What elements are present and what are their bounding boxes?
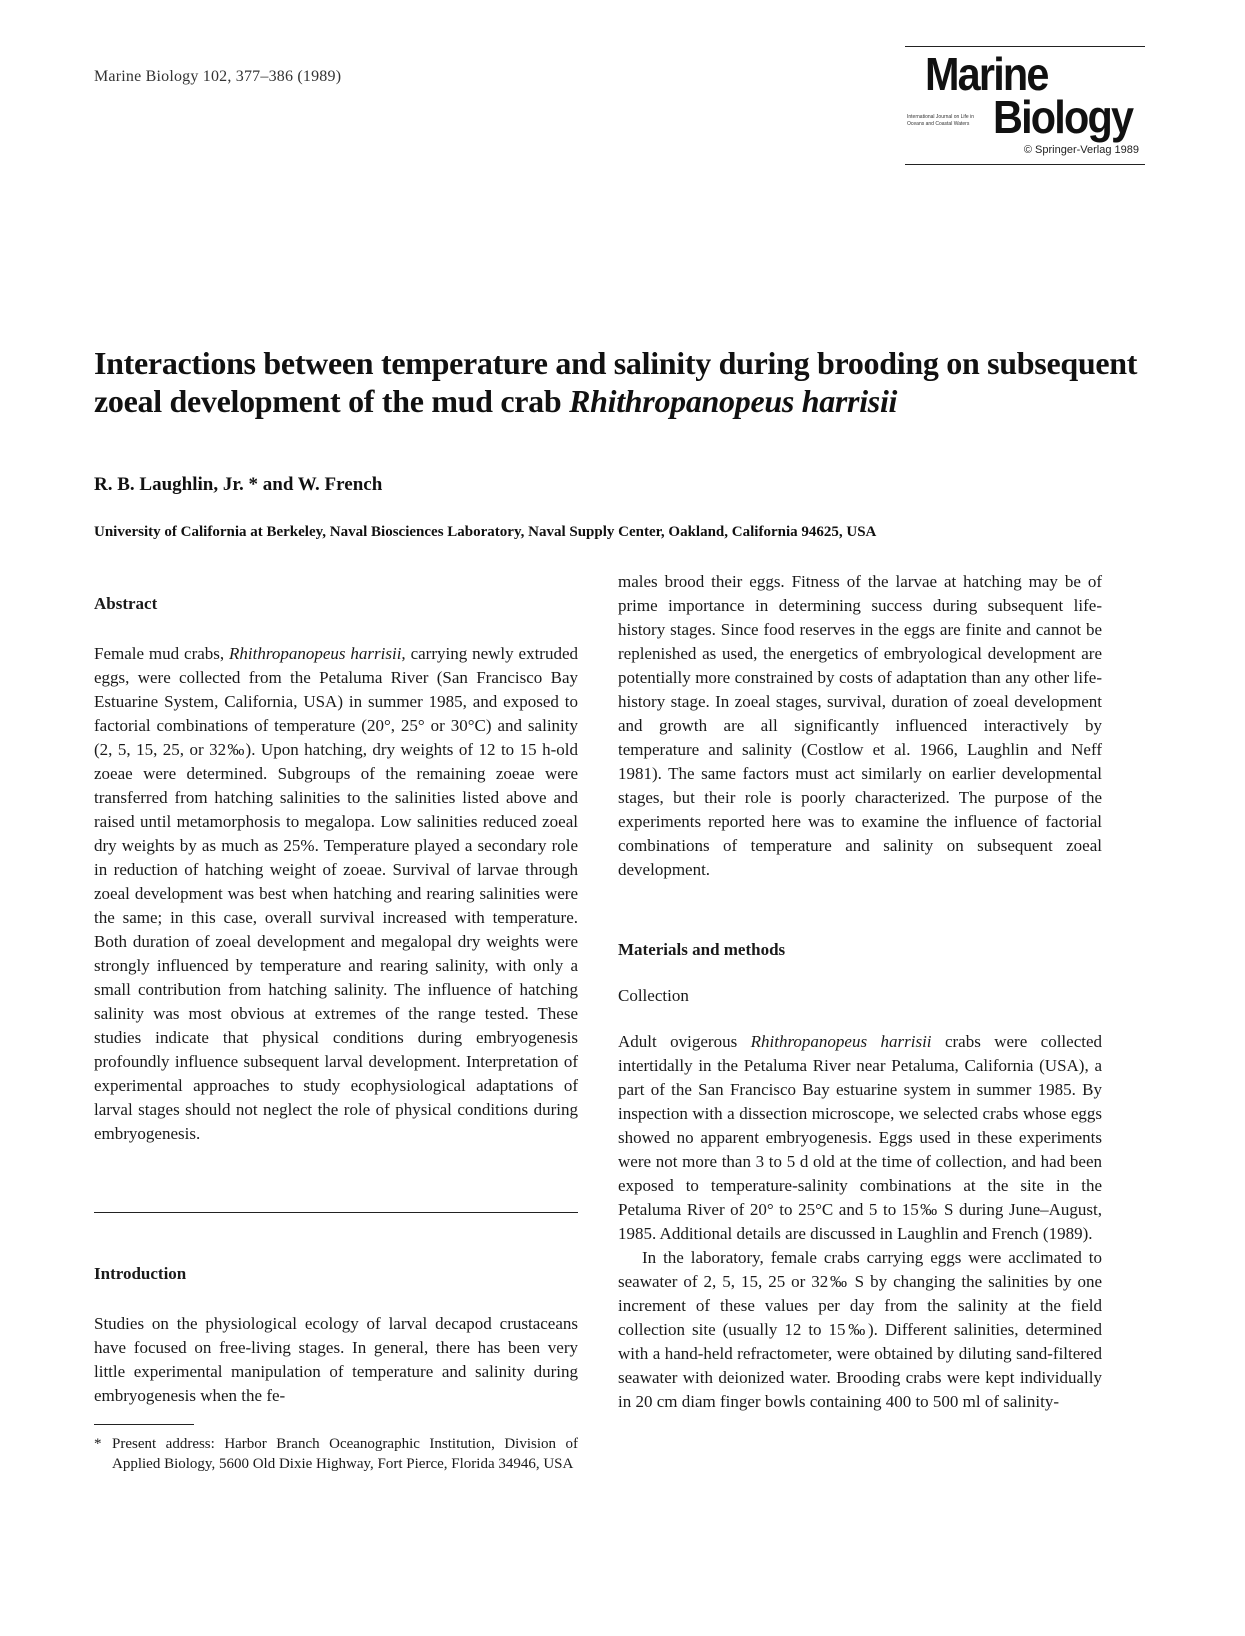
right-column xyxy=(618,570,1102,1414)
title-text: Interactions between temperature and salinity during brooding on subsequent zoeal development of the mud crab xyxy=(94,345,1138,419)
introduction-body: Studies on the physiological ecology of larval decapod crustaceans have focused on free-living stages. In general, there has been very little experimental manipulation of temperature and salinity during embryogenesis when the fe- xyxy=(94,1314,578,1405)
abstract-text: carrying newly extruded eggs, were collected from the Petaluma River (San Francisco Bay Estuarine System, California, USA) in summer 1985, and exposed to factorial combinations of temperature (20°, 25° or 30°C) and salinity (2, 5, 15, 25, or 32‰). Upon hatching, dry weights of 12 to 15 h-old zoeae were determined. Subgroups of the remaining zoeae were transferred from hatching salinities to the salinities listed above and raised until metamorphosis to megalopa. Low salinities reduced zoeal dry weights by as much as 25%. Temperature played a secondary role in reduction of hatching weight of zoeae. Survival of larvae through zoeal development was best when hatching and rearing salinities were the same; in this case, overall survival increased with temperature. Both duration of zoeal development and megalopal dry weights were strongly influenced by temperature and rearing salinity, with only a small contribution from hatching salinity. The influence of hatching salinity was most obvious at extremes of the range tested. These studies indicate that physical conditions during embryogenesis profoundly influence subsequent larval development. Interpretation of experimental approaches to study ecophysiological adaptations of larval stages should not neglect the role of physical conditions during embryogenesis. xyxy=(94,644,579,1143)
abstract-species: Rhithropanopeus harrisii, xyxy=(229,644,406,663)
introduction-continued: males brood their eggs. Fitness of the larvae at hatching may be of prime importance in determining success during subsequent life-history stages. Since food reserves in the eggs are finite and cannot be replenished as used, the energetics of embryological development are potentially more constrained by costs of adaptation than any other life-history stage. In zoeal stages, survival, duration of zoeal development and growth are all significantly influenced interactively by temperature and salinity (Costlow et al. 1966, Laughlin and Neff 1981). The same factors must act similarly on earlier developmental stages, but their role is poorly characterized. The purpose of the experiments reported here was to examine the influence of factorial combinations of temperature and salinity on subsequent zoeal development. xyxy=(618,572,1102,879)
logo-journal-subtitle: International Journal on Life in Oceans and Coastal Waters xyxy=(907,114,974,127)
affiliation: University of California at Berkeley, Naval Biosciences Laboratory, Naval Supply Center, Oakland, California 94625, USA xyxy=(94,524,877,540)
logo-bottom-rule xyxy=(905,164,1145,165)
introduction-heading: Introduction xyxy=(94,1264,187,1283)
abstract-divider xyxy=(94,1212,578,1213)
introduction-section xyxy=(94,1262,578,1408)
article-title xyxy=(94,344,1174,420)
methods-heading: Materials and methods xyxy=(618,940,786,959)
collection-body xyxy=(618,1030,1102,1246)
laboratory-paragraph: In the laboratory, female crabs carrying eggs were acclimated to seawater of 2, 5, 15, 25 or 32‰ S by changing the salinities by one increment of these values per day from the salinity at the field collection site (usually 12 to 15‰). Different salinities, determined with a hand-held refractometer, were obtained by diluting sand-filtered seawater with deionized water. Brooding crabs were kept individually in 20 cm diam finger bowls containing 400 to 500 ml of salinity- xyxy=(618,1248,1102,1411)
collection-species: Rhithropanopeus harrisii xyxy=(750,1032,932,1051)
footnote-rule xyxy=(94,1424,194,1425)
collection-text: crabs were collected intertidally in the Petaluma River near Petaluma, California (USA), a part of the San Francisco Bay estuarine system in summer 1985. By inspection with a dissection microscope, we selected crabs whose eggs showed no apparent embryogenesis. Eggs used in these experiments were not more than 3 to 5 d old at the time of collection, and had been exposed to temperature-salinity combinations at the site in the Petaluma River of 20° to 25°C and 5 to 15‰ S during June–August, 1985. Additional details are discussed in Laughlin and French (1989). xyxy=(618,1032,1103,1243)
footnote-text: Present address: Harbor Branch Oceanographic Institution, Division of Applied Biology, 5600 Old Dixie Highway, Fort Pierce, Florida 34946, USA xyxy=(112,1436,578,1472)
abstract-body xyxy=(94,642,578,1146)
abstract-section xyxy=(94,592,578,1146)
logo-marine: Marine xyxy=(925,48,1048,100)
abstract-lead: Female mud crabs, xyxy=(94,644,225,663)
journal-citation: Marine Biology 102, 377–386 (1989) xyxy=(94,68,342,85)
authors: R. B. Laughlin, Jr. * and W. French xyxy=(94,474,383,495)
footnote-mark: * xyxy=(94,1436,102,1452)
title-species: Rhithropanopeus harrisii xyxy=(569,383,898,419)
logo-biology: Biology xyxy=(993,91,1133,143)
footnote xyxy=(94,1434,578,1474)
collection-heading: Collection xyxy=(618,986,689,1005)
collection-lead: Adult ovigerous xyxy=(618,1032,738,1051)
abstract-heading: Abstract xyxy=(94,594,158,613)
logo-top-rule xyxy=(905,46,1145,47)
journal-logo xyxy=(905,48,1145,172)
logo-copyright: © Springer-Verlag 1989 xyxy=(1023,144,1139,156)
